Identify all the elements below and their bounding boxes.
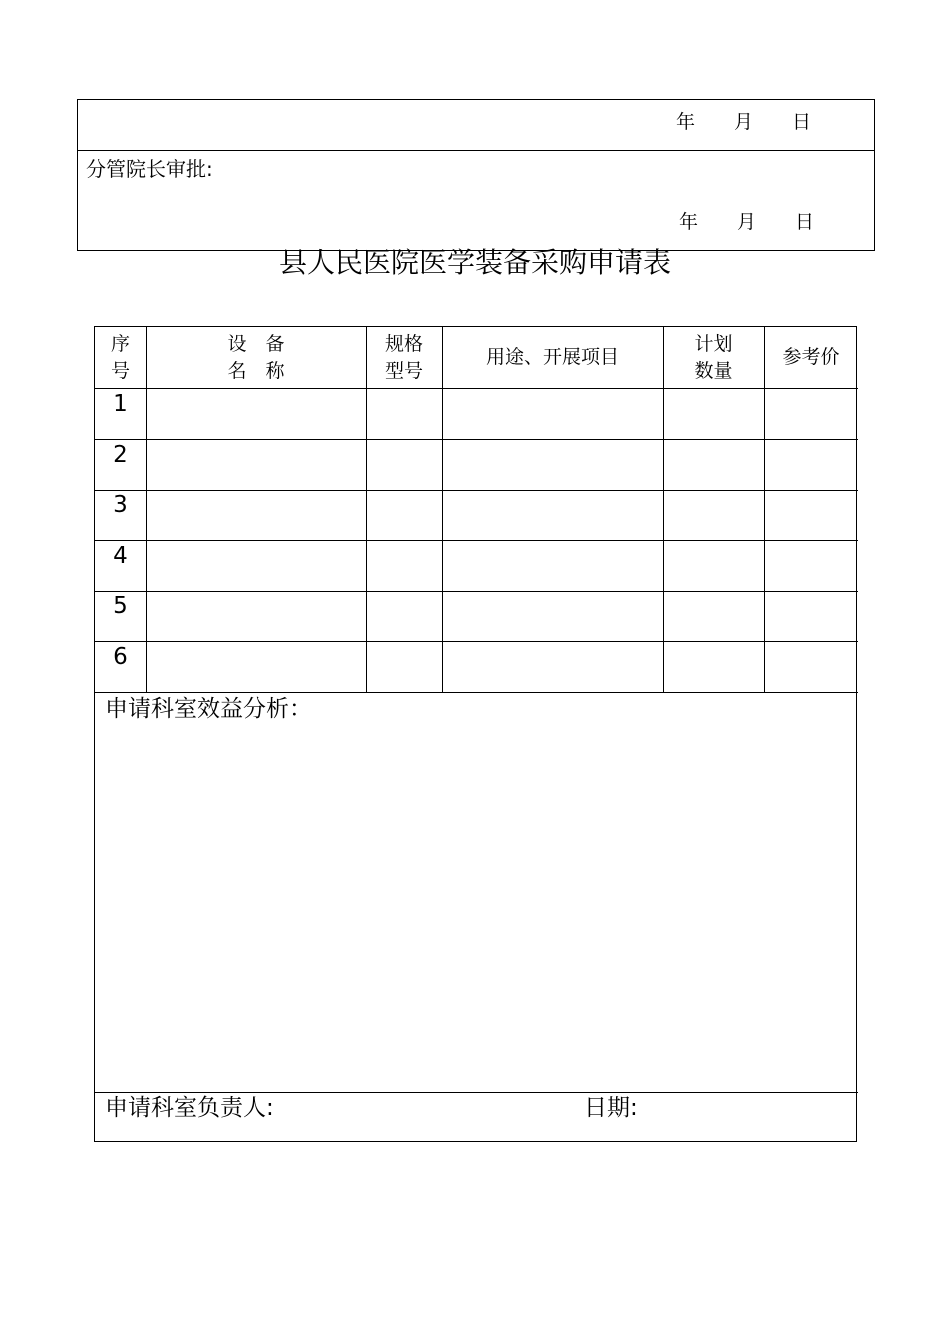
analysis-bottom-line bbox=[95, 1092, 858, 1093]
header-spec-model bbox=[366, 327, 442, 388]
row-line bbox=[95, 641, 858, 642]
row-line bbox=[95, 439, 858, 440]
header-seq bbox=[95, 327, 146, 388]
header-price-text: 参考价 bbox=[782, 346, 840, 368]
date-label: 日期: bbox=[584, 1095, 638, 1121]
row-number: 4 bbox=[113, 543, 128, 569]
date-month: 月 bbox=[734, 111, 754, 133]
approval-divider bbox=[78, 150, 874, 151]
date-year: 年 bbox=[676, 111, 696, 133]
header-spec-line1: 规格 bbox=[384, 332, 423, 355]
benefit-analysis-label: 申请科室效益分析： bbox=[105, 696, 312, 722]
row-line bbox=[95, 490, 858, 491]
row-number: 2 bbox=[113, 442, 128, 468]
header-name-line2: 名 称 bbox=[227, 359, 285, 382]
procurement-table bbox=[94, 326, 857, 1142]
row-number: 3 bbox=[113, 492, 128, 518]
header-spec-line2: 型号 bbox=[384, 359, 423, 382]
header-qty-line2: 数量 bbox=[694, 359, 733, 382]
row-line bbox=[95, 591, 858, 592]
header-usage bbox=[442, 327, 663, 388]
rows-bottom-line bbox=[95, 692, 858, 693]
approver-date-day: 日 bbox=[795, 211, 815, 233]
row-number: 6 bbox=[113, 644, 128, 670]
row-line bbox=[95, 540, 858, 541]
header-seq-line2: 号 bbox=[110, 359, 130, 382]
header-equipment-name bbox=[146, 327, 366, 388]
approver-date-month: 月 bbox=[737, 211, 757, 233]
responsible-person-label: 申请科室负责人: bbox=[105, 1095, 274, 1121]
approval-box bbox=[77, 99, 875, 251]
row-number: 5 bbox=[113, 593, 128, 619]
approver-label: 分管院长审批: bbox=[86, 157, 213, 181]
row-number: 1 bbox=[113, 391, 128, 417]
header-planned-qty bbox=[663, 327, 764, 388]
date-day: 日 bbox=[792, 111, 812, 133]
header-reference-price bbox=[764, 327, 858, 388]
header-name-line1: 设 备 bbox=[227, 332, 285, 355]
header-seq-line1: 序 bbox=[110, 332, 130, 355]
approver-date-year: 年 bbox=[679, 211, 699, 233]
header-bottom-line bbox=[95, 388, 858, 389]
header-qty-line1: 计划 bbox=[694, 332, 733, 355]
form-title: 县人民医院医学装备采购申请表 bbox=[278, 246, 671, 279]
header-usage-text: 用途、开展项目 bbox=[485, 346, 619, 368]
